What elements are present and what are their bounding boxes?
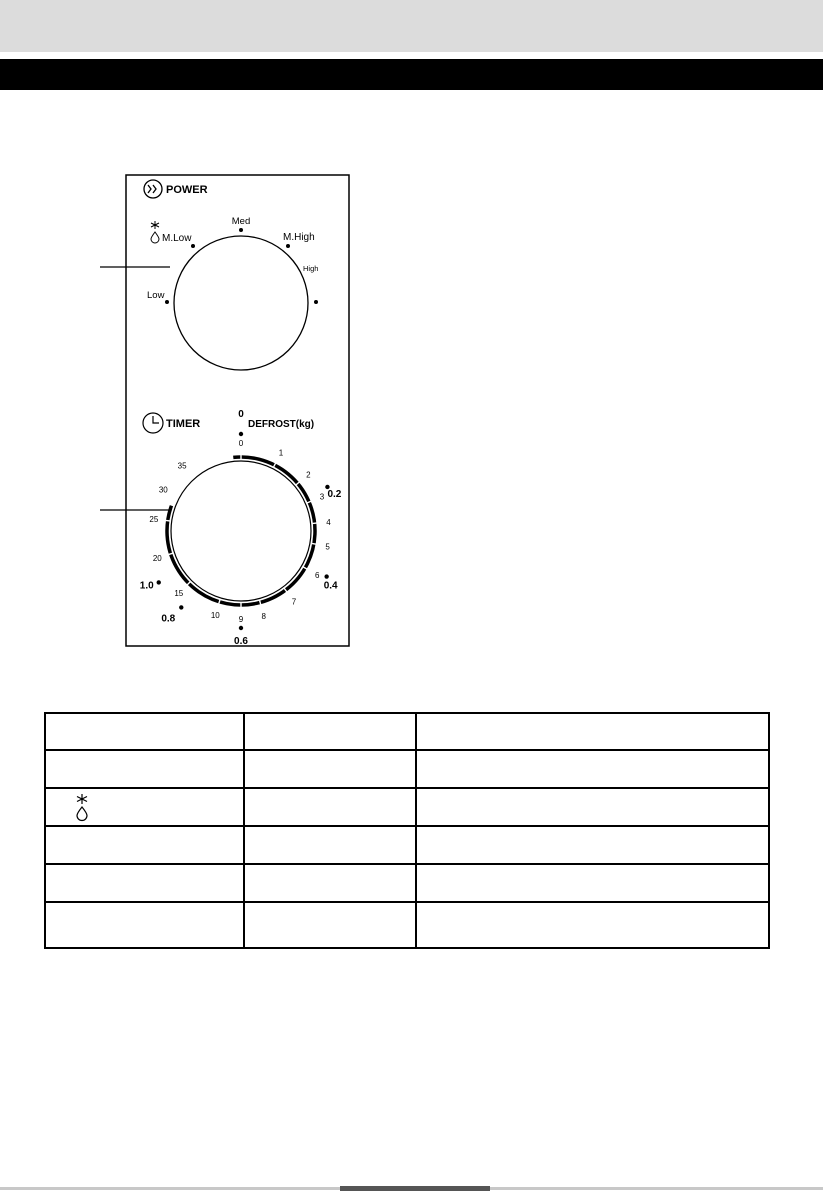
table-row (45, 788, 769, 826)
timer-minute-label: 9 (238, 615, 244, 624)
timer-tick (312, 523, 318, 524)
table-cell (416, 826, 769, 864)
table-cell (244, 750, 416, 788)
defrost-title: DEFROST(kg) (248, 419, 315, 430)
table-cell (244, 713, 416, 750)
power-dot-low (165, 300, 169, 304)
power-dot-high (314, 300, 318, 304)
timer-minute-label: 15 (174, 589, 184, 599)
table-cell (45, 902, 244, 948)
timer-tick (189, 474, 193, 478)
timer-minute-label: 35 (177, 461, 187, 471)
defrost-snowflake-drop-icon (151, 221, 159, 243)
power-label-high: High (303, 264, 319, 273)
defrost-weight-dot (324, 574, 328, 578)
power-dot-med (239, 228, 243, 232)
power-dot-mhigh (286, 244, 290, 248)
defrost-weight-dot (157, 580, 161, 584)
power-dot-mlow (191, 244, 195, 248)
timer-minute-label: 10 (210, 611, 220, 621)
timer-minute-label: 3 (319, 492, 325, 502)
defrost-weight-label: 0 (238, 409, 244, 420)
timer-minute-label: 8 (261, 612, 267, 622)
defrost-weight-dot (179, 605, 183, 609)
table-cell (416, 788, 769, 826)
power-dial-knob[interactable] (174, 236, 308, 370)
timer-minute-label: 20 (152, 554, 162, 564)
timer-tick (311, 543, 317, 544)
table-cell (45, 826, 244, 864)
timer-minute-label: 25 (149, 514, 159, 524)
defrost-weight-label: 0.8 (161, 613, 176, 625)
table-cell (45, 750, 244, 788)
timer-minute-label: 5 (325, 542, 330, 552)
defrost-weight-dot (239, 626, 243, 630)
power-settings-table (44, 712, 770, 949)
table-row (45, 750, 769, 788)
power-label-med: Med (231, 216, 251, 227)
power-title: POWER (166, 184, 208, 196)
power-label-low: Low (147, 290, 165, 301)
table-cell (416, 713, 769, 750)
table-cell (244, 902, 416, 948)
table-cell (244, 864, 416, 902)
table-cell (244, 826, 416, 864)
table-cell (45, 713, 244, 750)
table-cell (45, 788, 244, 826)
defrost-weight-label: 0.2 (327, 488, 342, 500)
timer-tick (165, 520, 171, 521)
bottom-edge-strip (0, 1186, 823, 1192)
table-cell (416, 902, 769, 948)
timer-tick (173, 495, 178, 498)
table-row (45, 902, 769, 948)
timer-minute-label: 7 (291, 597, 297, 607)
table-row (45, 864, 769, 902)
defrost-snowflake-drop-icon (70, 792, 94, 822)
defrost-weight-dot (239, 432, 243, 436)
power-label-mhigh: M.High (283, 232, 315, 243)
microwave-waves-icon (144, 180, 162, 198)
timer-minute-label: 1 (278, 448, 284, 458)
defrost-weight-label: 0.4 (323, 580, 338, 592)
power-label-mlow: M.Low (162, 233, 192, 244)
table-row (45, 713, 769, 750)
table-cell (45, 864, 244, 902)
timer-dial-knob[interactable] (171, 461, 311, 601)
timer-minute-label: 6 (314, 571, 320, 580)
timer-tick (259, 600, 261, 606)
clock-icon (143, 413, 163, 433)
timer-minute-label: 4 (326, 517, 331, 527)
timer-minute-label: 30 (158, 485, 168, 495)
table-cell (416, 864, 769, 902)
timer-minute-label: 2 (306, 470, 311, 480)
timer-title: TIMER (166, 418, 201, 430)
timer-minute-label: 0 (238, 439, 244, 448)
defrost-weight-label: 0.6 (234, 636, 248, 647)
defrost-weight-label: 1.0 (139, 580, 154, 592)
table-row (45, 826, 769, 864)
table-cell (244, 788, 416, 826)
table-cell (416, 750, 769, 788)
